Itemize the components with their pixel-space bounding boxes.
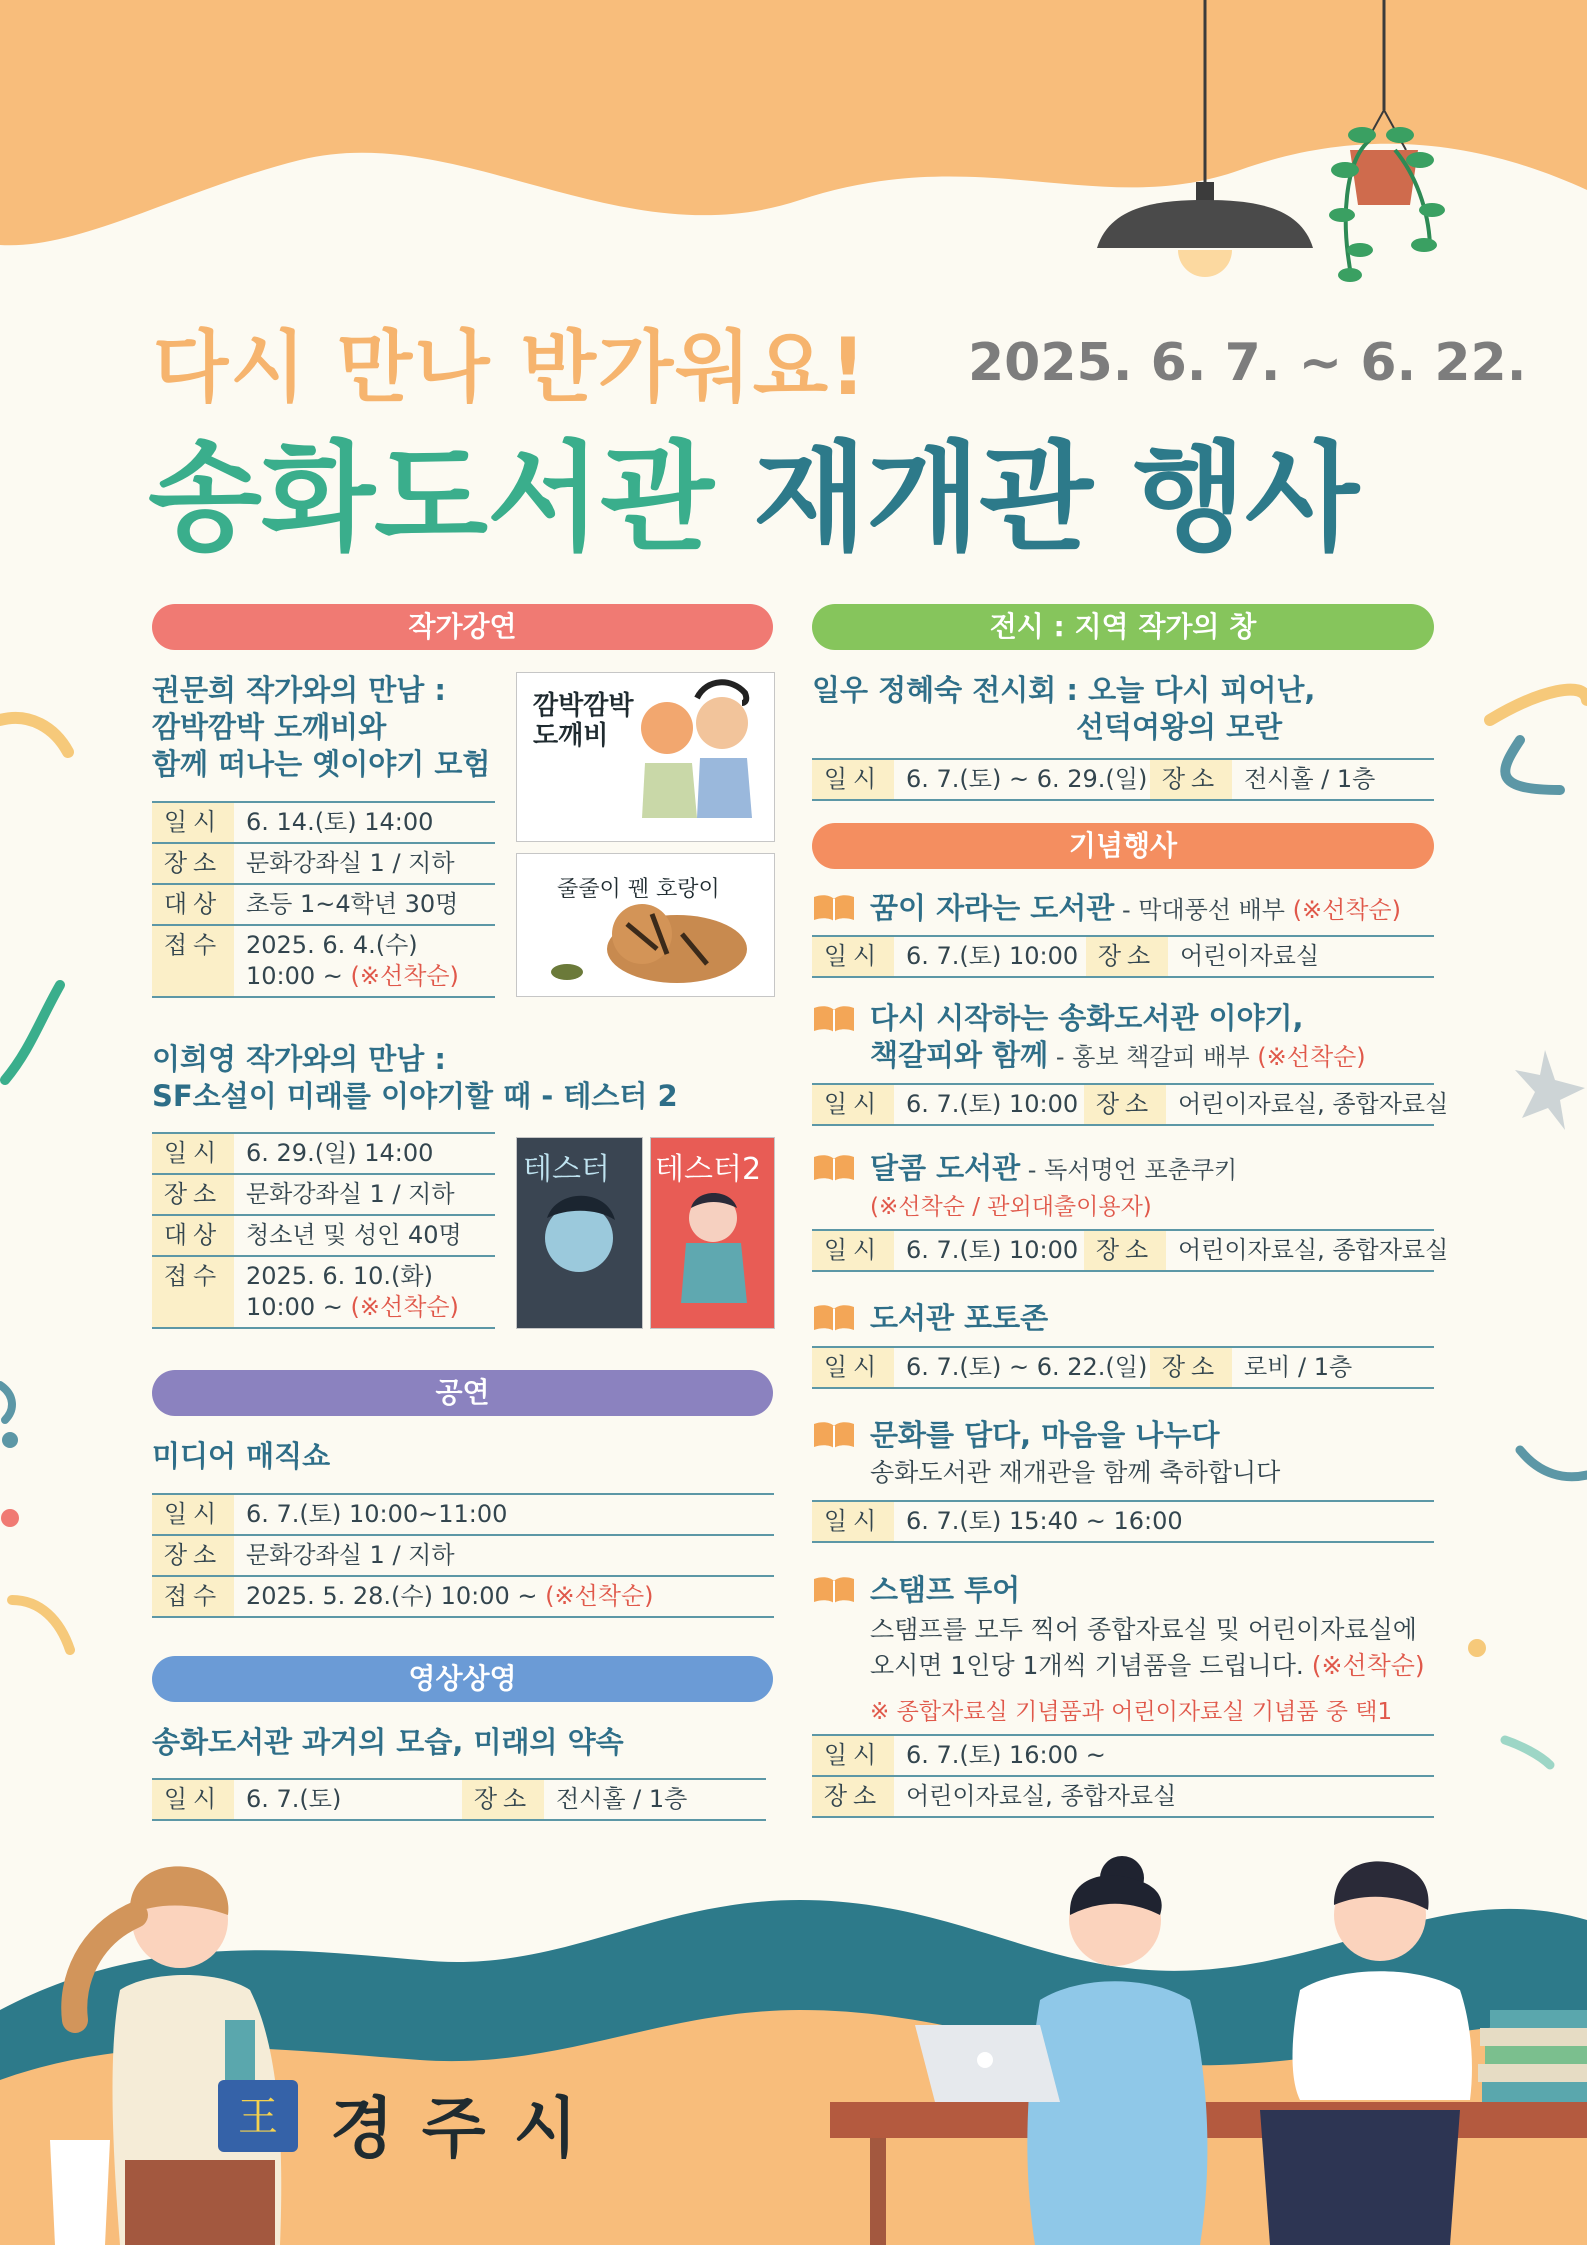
anniversary4-title: 도서관 포토존	[870, 1301, 1049, 1335]
lecture1-info-table	[152, 801, 495, 998]
anniversary3-title	[870, 1150, 1237, 1189]
book-illustration	[517, 854, 774, 996]
table-row	[812, 1348, 1434, 1389]
row-value: 6. 7.(토) ~ 6. 22.(일)	[906, 1353, 1148, 1381]
table-row	[152, 1577, 774, 1618]
row-value: 초등 1~4학년 30명	[246, 890, 459, 918]
row-value: 6. 29.(일) 14:00	[246, 1139, 434, 1167]
row-label: 장소	[1150, 1348, 1232, 1387]
row-value: 6. 7.(토) 10:00	[906, 1090, 1079, 1118]
open-book-icon	[812, 1420, 856, 1450]
row-value: 전시홀 / 1층	[556, 1785, 688, 1813]
row-label: 일시	[152, 1495, 234, 1534]
video-info-table	[152, 1778, 766, 1821]
table-row	[812, 1502, 1434, 1543]
row-value: 6. 7.(토) 16:00 ~	[906, 1741, 1106, 1769]
book-cover-tester	[516, 1137, 643, 1329]
row-value: 청소년 및 성인 40명	[246, 1221, 462, 1249]
anniversary1-title-text: 꿈이 자라는 도서관	[870, 891, 1115, 925]
table-row	[152, 1780, 766, 1821]
book-illustration	[517, 673, 774, 841]
anniversary2-info-table	[812, 1083, 1449, 1126]
row-value	[234, 1577, 774, 1616]
anniversary3-note: (※선착순 / 관외대출이용자)	[870, 1194, 1152, 1220]
page-title	[148, 403, 1358, 573]
lecture1-title-line: 권문희 작가와의 만남 :	[152, 673, 447, 707]
anniversary1-subtitle: - 막대풍선 배부	[1114, 896, 1293, 924]
row-value: 전시홀 / 1층	[1244, 765, 1376, 793]
row-value	[234, 1257, 495, 1327]
table-row	[152, 885, 495, 926]
anniversary6-info-table	[812, 1734, 1434, 1818]
row-value-text: 2025. 5. 28.(수) 10:00 ~	[246, 1582, 546, 1610]
table-row	[812, 1777, 1434, 1818]
lecture2-title	[152, 1041, 678, 1115]
open-book-icon	[812, 1004, 856, 1034]
section-pill-video: 영상상영	[152, 1656, 773, 1702]
book-cover-title: 테스터	[523, 1152, 610, 1187]
first-come-note: (※선착순)	[1311, 1651, 1425, 1680]
anniversary6-note: ※ 종합자료실 기념품과 어린이자료실 기념품 중 택1	[870, 1699, 1393, 1725]
row-value: 문화강좌실 1 / 지하	[246, 1541, 455, 1569]
anniversary3-title-text: 달콤 도서관	[870, 1151, 1021, 1185]
anniversary6-description-line: 오시면 1인당 1개씩 기념품을 드립니다.	[870, 1651, 1312, 1680]
performance-info-table	[152, 1493, 774, 1618]
row-label: 장소	[462, 1780, 544, 1819]
city-name: 경주시	[330, 2090, 606, 2167]
table-row	[152, 844, 495, 885]
svg-text:王: 王	[238, 2094, 278, 2140]
lecture2-title-line: SF소설이 미래를 이야기할 때 - 테스터 2	[152, 1079, 678, 1113]
open-book-icon	[812, 1303, 856, 1333]
open-book-icon	[812, 1153, 856, 1183]
anniversary2-title-line: 책갈피와 함께	[870, 1038, 1049, 1072]
anniversary2-title-line: 다시 시작하는 송화도서관 이야기,	[870, 1001, 1304, 1035]
video-title: 송화도서관 과거의 모습, 미래의 약속	[152, 1725, 624, 1759]
row-label: 일시	[152, 1134, 234, 1173]
row-value: 로비 / 1층	[1244, 1353, 1353, 1381]
book-illustration	[651, 1138, 774, 1328]
table-row	[812, 1085, 1449, 1126]
anniversary6-description	[870, 1612, 1425, 1684]
anniversary2-subtitle: - 홍보 책갈피 배부	[1048, 1043, 1258, 1071]
row-value: 어린이자료실, 종합자료실	[1178, 1090, 1449, 1118]
anniversary6-description-line: 스탬프를 모두 찍어 종합자료실 및 어린이자료실에	[870, 1615, 1417, 1644]
row-value: 6. 7.(토) 10:00	[906, 942, 1079, 970]
anniversary5-title: 문화를 담다, 마음을 나누다	[870, 1418, 1220, 1452]
anniversary4-info-table	[812, 1346, 1434, 1389]
book-illustration	[517, 1138, 642, 1328]
row-label: 장소	[812, 1777, 894, 1816]
section-pill-exhibition: 전시 : 지역 작가의 창	[812, 604, 1434, 650]
anniversary5-description: 송화도서관 재개관을 함께 축하합니다	[870, 1458, 1281, 1487]
row-label: 일시	[812, 1231, 894, 1270]
table-row	[152, 926, 495, 998]
open-book-icon	[812, 893, 856, 923]
performance-title: 미디어 매직쇼	[152, 1439, 331, 1473]
row-value: 6. 7.(토) 10:00	[906, 1236, 1079, 1264]
row-value-line: 10:00 ~	[246, 1293, 351, 1321]
row-value	[234, 926, 495, 996]
row-value: 6. 7.(토) ~ 6. 29.(일)	[906, 765, 1148, 793]
book-cover-dokkaebi	[516, 672, 775, 842]
row-value: 6. 7.(토) 10:00~11:00	[246, 1500, 508, 1528]
row-label: 장소	[152, 1175, 234, 1214]
anniversary3-subtitle: - 독서명언 포춘쿠키	[1020, 1156, 1238, 1184]
table-row	[152, 1495, 774, 1536]
row-value: 6. 7.(토)	[246, 1785, 342, 1813]
first-come-note: (※선착순)	[350, 962, 459, 990]
lecture1-title-line: 함께 떠나는 옛이야기 모험	[152, 747, 491, 781]
table-row	[812, 1736, 1434, 1777]
section-pill-anniversary: 기념행사	[812, 823, 1434, 869]
book-cover-tiger	[516, 853, 775, 997]
table-row	[812, 760, 1434, 801]
event-date-range: 2025. 6. 7. ~ 6. 22.	[968, 333, 1527, 393]
row-value-line: 10:00 ~	[246, 962, 351, 990]
row-label: 접수	[152, 1577, 234, 1616]
table-row	[152, 1536, 774, 1577]
row-value: 문화강좌실 1 / 지하	[246, 849, 455, 877]
anniversary6-title: 스탬프 투어	[870, 1573, 1021, 1607]
title-event-name: 재개관 행사	[753, 429, 1359, 567]
row-label: 일시	[812, 937, 894, 976]
exhibition-info-table	[812, 758, 1434, 801]
first-come-note: (※선착순)	[1292, 896, 1401, 924]
row-label: 일시	[812, 1085, 894, 1124]
lecture2-info-table	[152, 1132, 495, 1329]
headline: 다시 만나 반가워요!	[153, 323, 868, 413]
lecture2-title-line: 이희영 작가와의 만남 :	[152, 1042, 447, 1076]
row-label: 접수	[152, 1257, 234, 1327]
first-come-note: (※선착순)	[350, 1293, 459, 1321]
row-value: 문화강좌실 1 / 지하	[246, 1180, 455, 1208]
exhibition-title-line: 일우 정혜숙 전시회 : 오늘 다시 피어난,	[812, 673, 1316, 707]
book-cover-tester2	[650, 1137, 775, 1329]
row-value: 어린이자료실, 종합자료실	[906, 1782, 1177, 1810]
title-library-name: 송화도서관	[148, 429, 713, 567]
anniversary2-title	[870, 1000, 1366, 1076]
row-value-line: 2025. 6. 10.(화)	[246, 1262, 433, 1290]
row-value: 어린이자료실, 종합자료실	[1178, 1236, 1449, 1264]
row-label: 장소	[152, 844, 234, 883]
table-row	[152, 1216, 495, 1257]
row-value: 어린이자료실	[1180, 942, 1320, 970]
gyeongju-emblem-icon	[218, 2080, 298, 2152]
row-label: 일시	[812, 1502, 894, 1541]
row-value: 6. 14.(토) 14:00	[246, 808, 434, 836]
table-row	[812, 1231, 1449, 1272]
row-label: 장소	[152, 1536, 234, 1575]
book-cover-title: 깜박깜박 도깨비	[533, 691, 634, 751]
exhibition-title	[812, 672, 1315, 746]
row-label: 장소	[1084, 1085, 1166, 1124]
row-label: 일시	[812, 1736, 894, 1775]
exhibition-title-line: 선덕여왕의 모란	[1076, 710, 1283, 744]
row-label: 장소	[1084, 1231, 1166, 1270]
anniversary1-info-table	[812, 935, 1434, 978]
lecture1-title	[152, 672, 490, 783]
row-value: 6. 7.(토) 15:40 ~ 16:00	[906, 1507, 1183, 1535]
lecture1-title-line: 깜박깜박 도깨비와	[152, 710, 387, 744]
row-label: 장소	[1150, 760, 1232, 799]
first-come-note: (※선착순)	[545, 1582, 654, 1610]
row-label: 장소	[1086, 937, 1168, 976]
book-cover-title: 줄줄이 꿴 호랑이	[557, 877, 720, 902]
first-come-note: (※선착순)	[1257, 1043, 1366, 1071]
row-label: 일시	[152, 1780, 234, 1819]
anniversary5-info-table	[812, 1500, 1434, 1543]
table-row	[152, 1175, 495, 1216]
row-label: 접수	[152, 926, 234, 996]
row-value-line: 2025. 6. 4.(수)	[246, 931, 418, 959]
row-label: 일시	[812, 760, 894, 799]
section-pill-lectures: 작가강연	[152, 604, 773, 650]
row-label: 일시	[152, 803, 234, 842]
row-label: 대상	[152, 1216, 234, 1255]
table-row	[152, 803, 495, 844]
table-row	[152, 1257, 495, 1329]
anniversary3-info-table	[812, 1229, 1449, 1272]
open-book-icon	[812, 1575, 856, 1605]
row-label: 대상	[152, 885, 234, 924]
row-label: 일시	[812, 1348, 894, 1387]
book-cover-title: 테스터2	[655, 1152, 762, 1187]
section-pill-performance: 공연	[152, 1370, 773, 1416]
table-row	[152, 1134, 495, 1175]
anniversary1-title	[870, 890, 1401, 929]
table-row	[812, 937, 1434, 978]
